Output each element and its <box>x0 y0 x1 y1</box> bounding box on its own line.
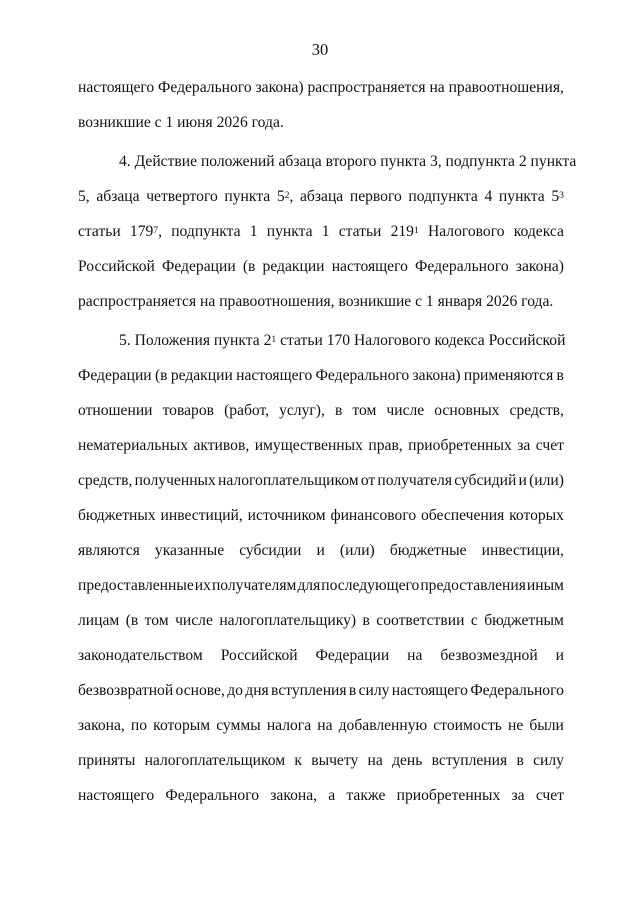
word: на <box>367 752 383 769</box>
word: финансового <box>330 507 417 524</box>
word: четвертого <box>146 188 218 205</box>
word: том <box>352 402 377 419</box>
superscript-index: 3 <box>559 189 564 201</box>
text-line <box>78 539 564 574</box>
word: Федерального <box>158 79 252 96</box>
word: прав, <box>368 437 403 454</box>
word: вступления <box>271 682 347 699</box>
text-line <box>78 714 564 749</box>
word: Федерации <box>78 367 152 384</box>
word: иным <box>526 577 564 594</box>
word: закона, <box>270 787 318 804</box>
word: (или) <box>529 472 564 489</box>
word: для <box>297 577 321 594</box>
word: силу <box>358 682 390 699</box>
word: закона) <box>412 367 461 384</box>
word: настоящего <box>78 79 155 96</box>
word: на <box>407 647 423 664</box>
word: кодекса <box>513 223 564 240</box>
word: на <box>429 79 445 96</box>
word: налогоплательщику) <box>219 612 357 629</box>
word: безвозвратной <box>78 682 174 699</box>
word: имущественных <box>254 437 363 454</box>
word: нематериальных <box>78 437 188 454</box>
word: дня <box>245 682 269 699</box>
word: Налогового <box>427 223 505 240</box>
word: приняты <box>78 752 136 769</box>
superscript-index: 2 <box>284 189 290 201</box>
word: инвестиций, <box>160 507 243 524</box>
word: Российской <box>220 647 298 664</box>
word: применяются <box>463 367 554 384</box>
word: от <box>360 472 376 489</box>
paragraph <box>78 76 564 146</box>
word: Федерации <box>162 258 236 275</box>
word: редакции <box>170 367 233 384</box>
word: налога <box>266 717 312 734</box>
paragraph <box>78 150 577 325</box>
text-line <box>78 111 564 146</box>
text-line <box>78 784 564 819</box>
word: первого <box>349 188 402 205</box>
word: $5^2$, <box>276 188 294 205</box>
word: закона, <box>78 717 125 734</box>
text-line <box>78 644 564 679</box>
word: и <box>316 542 325 559</box>
word: приобретенных <box>408 437 512 454</box>
word: источником <box>247 507 326 524</box>
word: счет <box>535 437 564 454</box>
word: услуг), <box>279 402 325 419</box>
word: суммы <box>216 717 261 734</box>
text-line <box>78 220 564 255</box>
word: предоставления <box>420 577 526 594</box>
word: получателя <box>377 472 452 489</box>
word: получателям <box>211 577 297 594</box>
word: числе <box>175 612 213 629</box>
word: силу <box>533 752 564 769</box>
word: (в <box>154 367 168 384</box>
word: основных <box>434 402 500 419</box>
word: на <box>317 717 333 734</box>
word: бюджетным <box>484 612 564 629</box>
word: с <box>470 612 478 629</box>
word: распространяется на правоотношения, возникшие с 1 января 2026 года. <box>78 293 554 310</box>
text-line <box>78 185 564 220</box>
word: стоимость <box>433 717 502 734</box>
text-line <box>78 749 564 784</box>
text-line <box>78 504 564 539</box>
word: были <box>529 717 564 734</box>
word: распространяется <box>307 79 426 96</box>
text-line <box>78 679 564 714</box>
word: в <box>516 752 524 769</box>
word: Федерации <box>315 647 390 664</box>
word: товаров <box>162 402 215 419</box>
word: 5, <box>78 188 90 205</box>
word: пункта <box>224 188 271 205</box>
word: (или) <box>339 542 375 559</box>
text-line <box>78 329 564 364</box>
word: вычету <box>311 752 359 769</box>
word: активов, <box>193 437 250 454</box>
word: к <box>294 752 302 769</box>
word: закона) <box>515 258 564 275</box>
word: субсидии <box>239 542 302 559</box>
word: $219^1$ <box>390 223 419 240</box>
text-line <box>78 574 564 609</box>
text-line <box>78 290 564 325</box>
word: настоящего <box>391 682 468 699</box>
word: по <box>130 717 148 734</box>
text-line <box>78 434 564 469</box>
superscript-index: 7 <box>153 224 159 236</box>
word: (работ, <box>224 402 270 419</box>
text-line <box>78 469 564 504</box>
word: являются <box>78 542 140 559</box>
word: инвестиции, <box>481 542 564 559</box>
word: их <box>194 577 211 594</box>
word: настоящего <box>236 367 313 384</box>
word: 5. Положения пункта $2^1$ статьи 170 Налогового кодекса Российской <box>119 332 566 349</box>
word: настоящего <box>78 787 155 804</box>
word: 1 <box>249 223 258 240</box>
word: также <box>346 787 386 804</box>
text-line <box>78 255 564 290</box>
word: Федерального <box>470 682 564 699</box>
text-line <box>78 399 564 434</box>
word: статьи <box>338 223 382 240</box>
word: которым <box>153 717 211 734</box>
word: числе <box>386 402 425 419</box>
word: добавленную <box>338 717 428 734</box>
word: возникшие с 1 июня 2026 года. <box>78 114 284 131</box>
word: Российской <box>78 258 155 275</box>
word: день <box>392 752 423 769</box>
word: указанные <box>154 542 225 559</box>
word: статьи <box>78 223 121 240</box>
word: Федерального <box>315 367 410 384</box>
word: счет <box>535 787 564 804</box>
word: в <box>362 612 370 629</box>
word: приобретенных <box>396 787 501 804</box>
word: в <box>334 402 343 419</box>
word: лицам <box>78 612 120 629</box>
word: подпункта <box>171 223 241 240</box>
word: абзаца <box>300 188 344 205</box>
word: которых <box>509 507 564 524</box>
paragraph <box>78 329 564 819</box>
word: средств, <box>509 402 564 419</box>
word: бюджетных <box>78 507 156 524</box>
word: налогоплательщиком <box>218 472 359 489</box>
word: за <box>511 787 525 804</box>
word: безвозмездной <box>440 647 538 664</box>
word: вступления <box>431 752 508 769</box>
word: субсидий <box>454 472 517 489</box>
word: $179^7$, <box>129 223 163 240</box>
word: полученных <box>134 472 216 489</box>
word: $5^3$ <box>551 188 564 205</box>
word: законодательством <box>78 647 203 664</box>
superscript-index: 1 <box>413 224 419 236</box>
word: абзаца <box>96 188 140 205</box>
word: 4 <box>484 188 493 205</box>
word: подпункта <box>408 188 478 205</box>
word: и <box>555 647 564 664</box>
word: налогоплательщиком <box>144 752 286 769</box>
word: пункта <box>266 223 313 240</box>
page-number: 30 <box>311 40 329 59</box>
word: правоотношения, <box>448 79 564 96</box>
word: 4. Действие положений абзаца второго пункта 3, подпункта 2 пункта <box>119 153 577 170</box>
word: а <box>328 787 336 804</box>
superscript-index: 1 <box>271 333 277 345</box>
word: обеспечения <box>420 507 505 524</box>
word: бюджетные <box>389 542 467 559</box>
text-line <box>78 364 564 399</box>
word: до <box>227 682 243 699</box>
word: в <box>556 367 564 384</box>
word: (в <box>242 258 256 275</box>
word: не <box>507 717 524 734</box>
word: соответствии <box>376 612 465 629</box>
word: и <box>518 472 527 489</box>
word: последующего <box>321 577 420 594</box>
word: за <box>517 437 531 454</box>
word: настоящего <box>331 258 408 275</box>
word: отношении <box>78 402 153 419</box>
word: в <box>348 682 357 699</box>
word: закона) <box>255 79 304 96</box>
word: (в <box>125 612 139 629</box>
word: средств, <box>78 472 133 489</box>
word: том <box>144 612 169 629</box>
text-line <box>78 150 577 185</box>
word: Федерального <box>415 258 509 275</box>
text-line <box>78 76 564 111</box>
word: пункта <box>498 188 545 205</box>
text-line <box>78 609 564 644</box>
word: предоставленные <box>78 577 194 594</box>
document-body <box>78 76 577 819</box>
word: 1 <box>321 223 330 240</box>
word: Федерального <box>165 787 260 804</box>
word: основе, <box>175 682 225 699</box>
word: редакции <box>262 258 325 275</box>
